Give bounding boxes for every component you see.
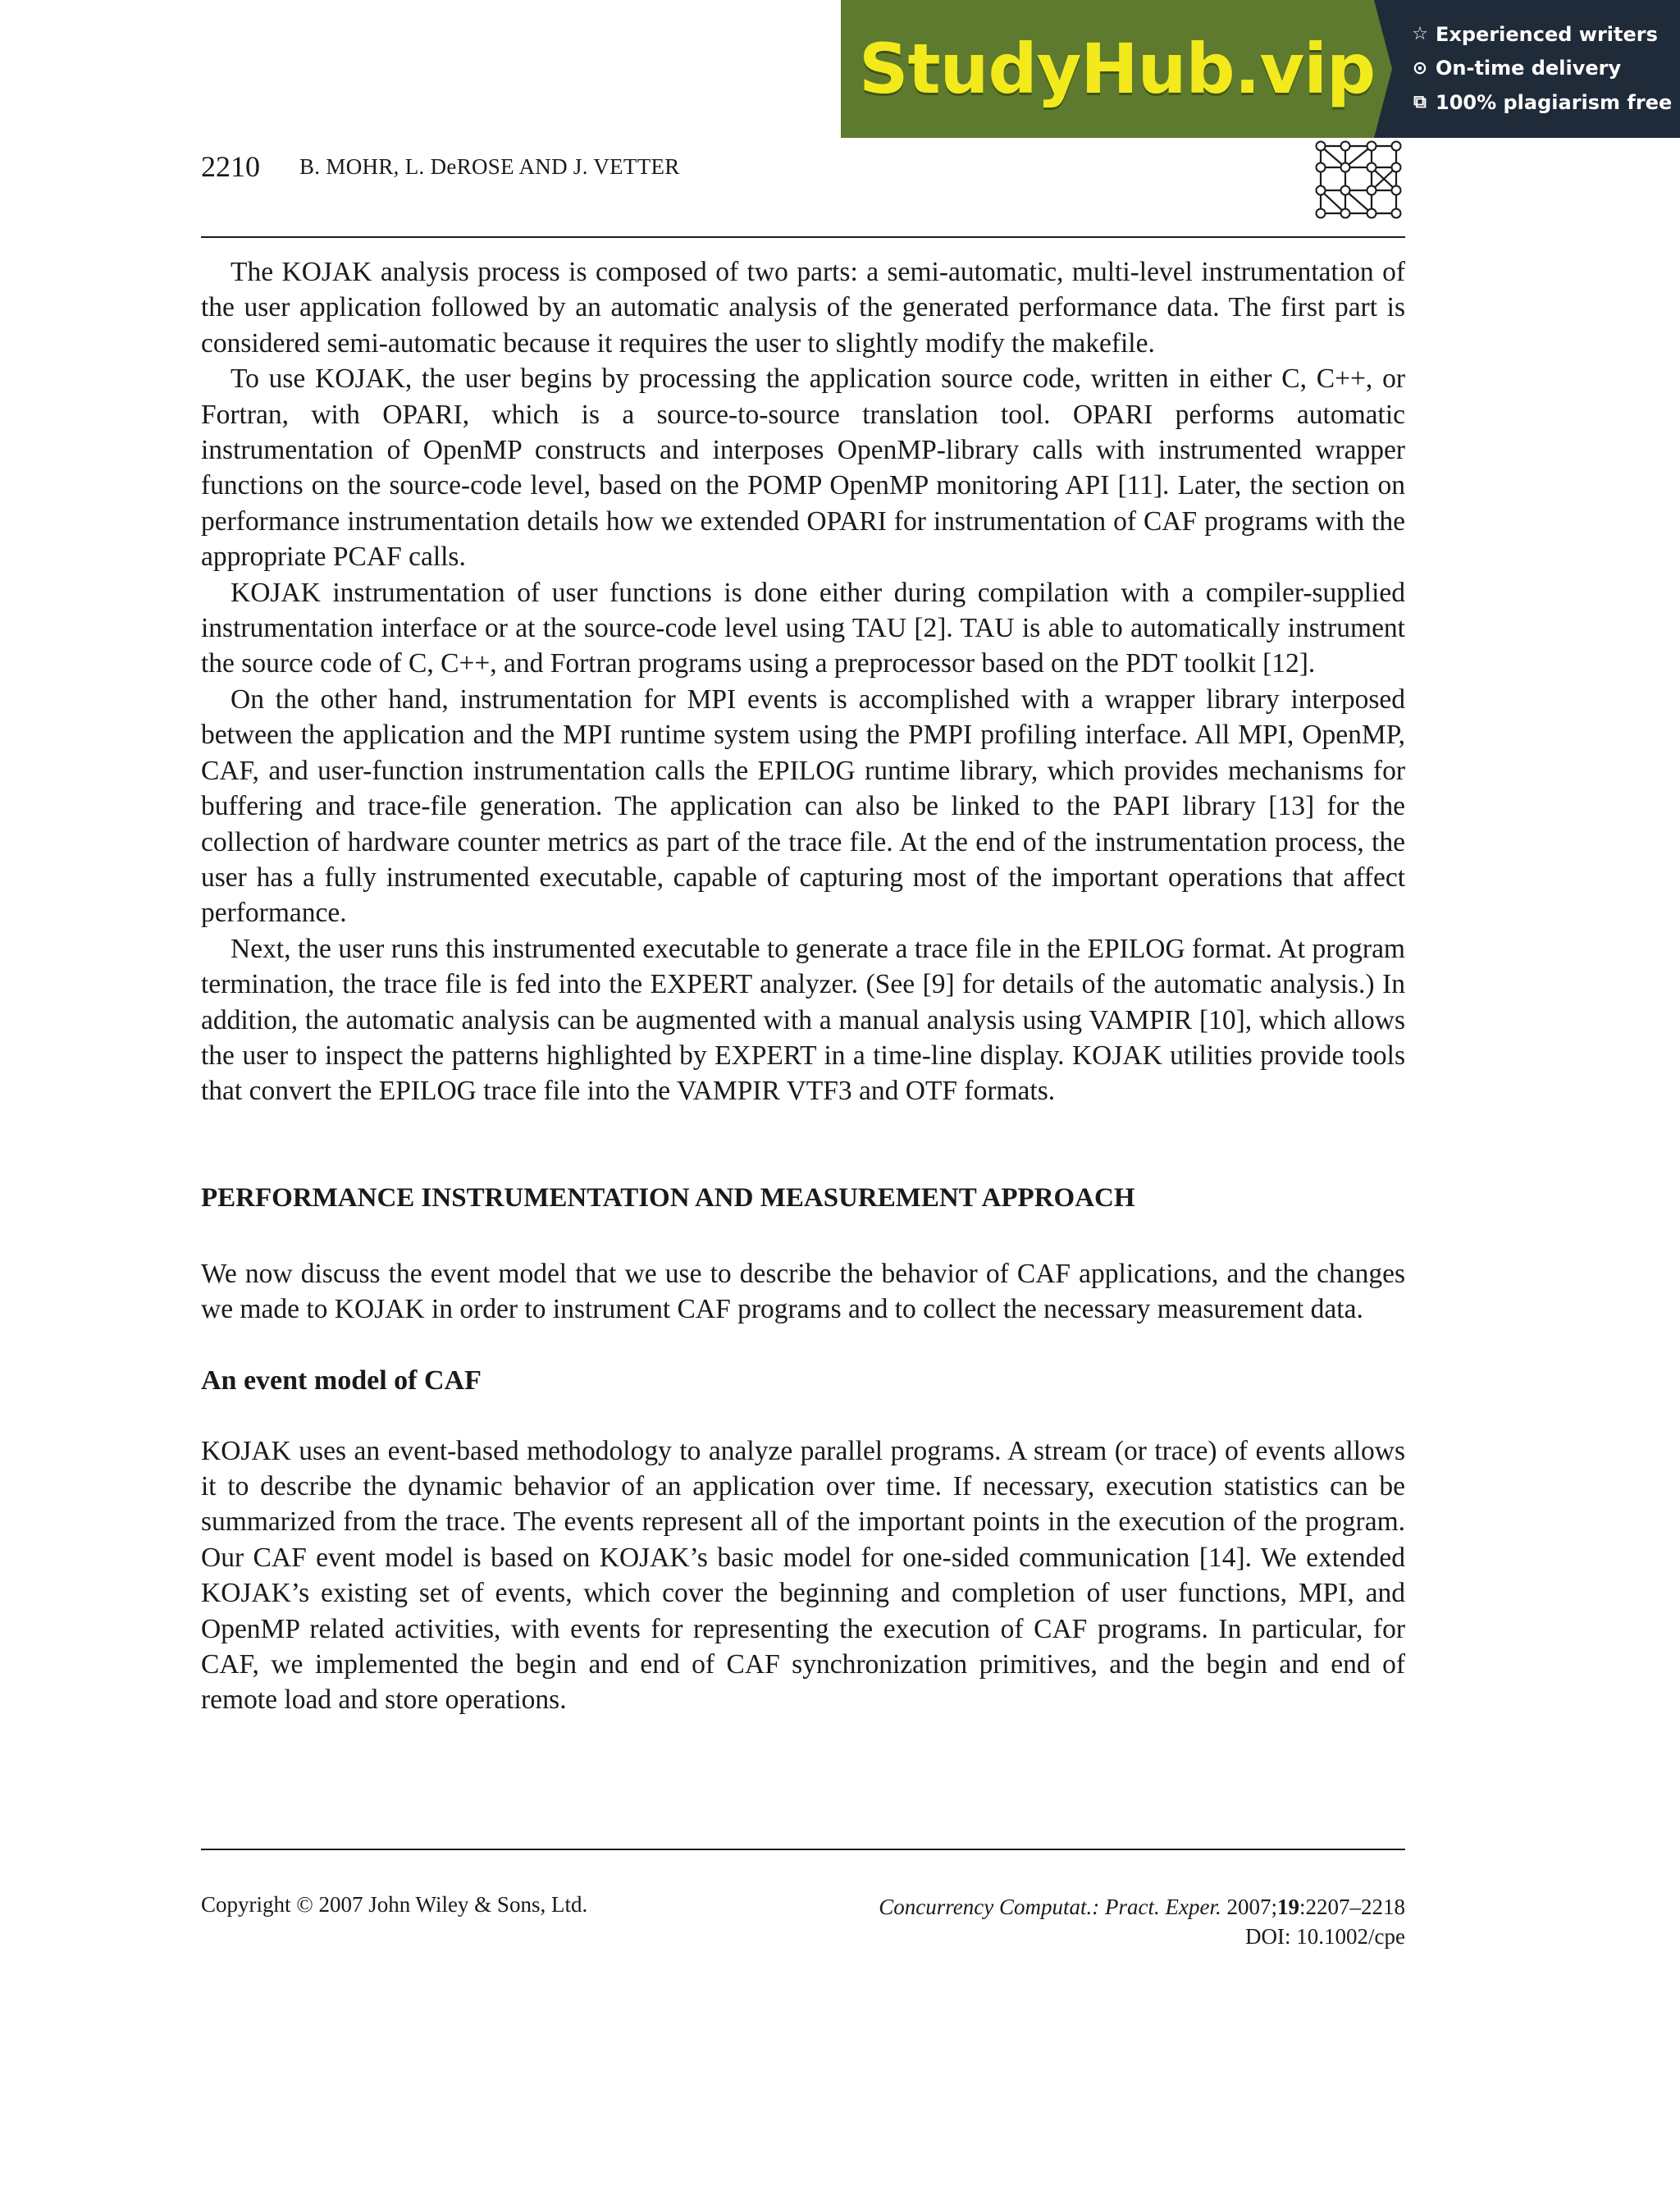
feature-experienced-writers	[1411, 21, 1680, 49]
body-paragraph: On the other hand, instrumentation for MPI events is accomplished with a wrapper library interposed between the application and the MPI runtime system using the PMPI profiling interface. All MPI, OpenMP, CAF, and user-function instrumentation calls the EPILOG runtime library, which provides mechanisms for buffering and trace-file generation. The application can also be linked to the PAPI library [13] for the collection of hardware counter metrics as part of the trace file. At the end of the instrumentation process, the user has a fully instrumented executable, capable of capturing most of the important operations that affect performance.	[201, 683, 1405, 929]
running-header	[201, 149, 1405, 182]
journal-name: Concurrency Computat.: Pract. Exper.	[879, 1895, 1221, 1919]
feature-label: 100% plagiarism free	[1436, 90, 1673, 114]
subsection-heading: An event model of CAF	[201, 1364, 482, 1396]
body-paragraph: The KOJAK analysis process is composed of two parts: a semi-automatic, multi-level instrumentation of the user application followed by an automatic analysis of the generated performance data. The first part is considered semi-automatic because it requires the user to slightly modify the makefile.	[201, 257, 1405, 359]
journal-citation	[879, 1892, 1405, 1951]
main-content	[201, 254, 1405, 1718]
banner-notch	[1374, 0, 1392, 138]
feature-on-time-delivery	[1411, 55, 1680, 83]
journal-network-logo-icon	[1312, 138, 1404, 222]
studyhub-logo[interactable]	[841, 0, 1374, 138]
section-paragraph: We now discuss the event model that we use to describe the behavior of CAF applications, and the changes we made to KOJAK in order to instrument CAF programs and to collect the necessary measurement data.	[201, 1258, 1405, 1325]
studyhub-logo-text: StudyHub.vip	[859, 29, 1376, 109]
subsection-paragraph: KOJAK uses an event-based methodology to analyze parallel programs. A stream (or trace) of events allows it to describe the dynamic behavior of an application over time. If necessary, execution statistics can be summarized from the trace. The events represent all of the important points in the execution of the program. Our CAF event model is based on KOJAK’s basic model for one-sided communication [14]. We extended KOJAK’s existing set of events, which cover the beginning and completion of user functions, MPI, and OpenMP related activities, with events for representing the execution of CAF programs. In particular, for CAF, we implemented the begin and end of CAF synchronization primitives, and the begin and end of remote load and store operations.	[201, 1435, 1405, 1716]
section-heading: PERFORMANCE INSTRUMENTATION AND MEASUREMENT APPROACH	[201, 1182, 1135, 1213]
doi: DOI: 10.1002/cpe	[1245, 1924, 1405, 1949]
footer-rule	[201, 1849, 1405, 1850]
feature-label: Experienced writers	[1436, 22, 1658, 46]
body-paragraph: To use KOJAK, the user begins by processing the application source code, written in either C, C++, or Fortran, with OPARI, which is a source-to-source translation tool. OPARI performs automatic instrumentation of OpenMP constructs and interposes OpenMP-library calls with instrumented wrapper functions on the source-code level, based on the POMP OpenMP monitoring API [11]. Later, the section on performance instrumentation details how we extended OPARI for instrumentation of CAF programs with the appropriate PCAF calls.	[201, 363, 1405, 573]
document-copy-icon: ⧉	[1413, 92, 1427, 113]
running-authors: B. MOHR, L. DeROSE AND J. VETTER	[299, 154, 680, 179]
clock-icon: ⊙	[1412, 57, 1428, 79]
star-outline-icon: ☆	[1412, 24, 1428, 44]
citation-pages: :2207–2218	[1299, 1895, 1405, 1919]
feature-plagiarism-free	[1411, 89, 1680, 117]
page-number: 2210	[201, 150, 260, 183]
body-paragraph: KOJAK instrumentation of user functions is done either during compilation with a compiler-supplied instrumentation interface or at the source-code level using TAU [2]. TAU is able to automatically instrument the source code of C, C++, and Fortran programs using a preprocessor based on the PDT toolkit [12].	[201, 577, 1405, 679]
header-rule	[201, 236, 1405, 238]
citation-volume: 19	[1276, 1895, 1299, 1919]
feature-label: On-time delivery	[1436, 57, 1622, 80]
citation-line	[879, 1892, 1405, 1922]
promo-banner[interactable]	[841, 0, 1680, 138]
body-paragraph: Next, the user runs this instrumented executable to generate a trace file in the EPILOG format. At program termination, the trace file is fed into the EXPERT analyzer. (See [9] for details of the automatic analysis.) In addition, the automatic analysis can be augmented with a manual analysis using VAMPIR [10], which allows the user to inspect the patterns highlighted by EXPERT in a time-line display. KOJAK utilities provide tools that convert the EPILOG trace file into the VAMPIR VTF3 and OTF formats.	[201, 933, 1405, 1107]
copyright-notice: Copyright © 2007 John Wiley & Sons, Ltd.	[201, 1892, 588, 1917]
citation-year: 2007;	[1226, 1895, 1277, 1919]
banner-features	[1374, 0, 1680, 138]
